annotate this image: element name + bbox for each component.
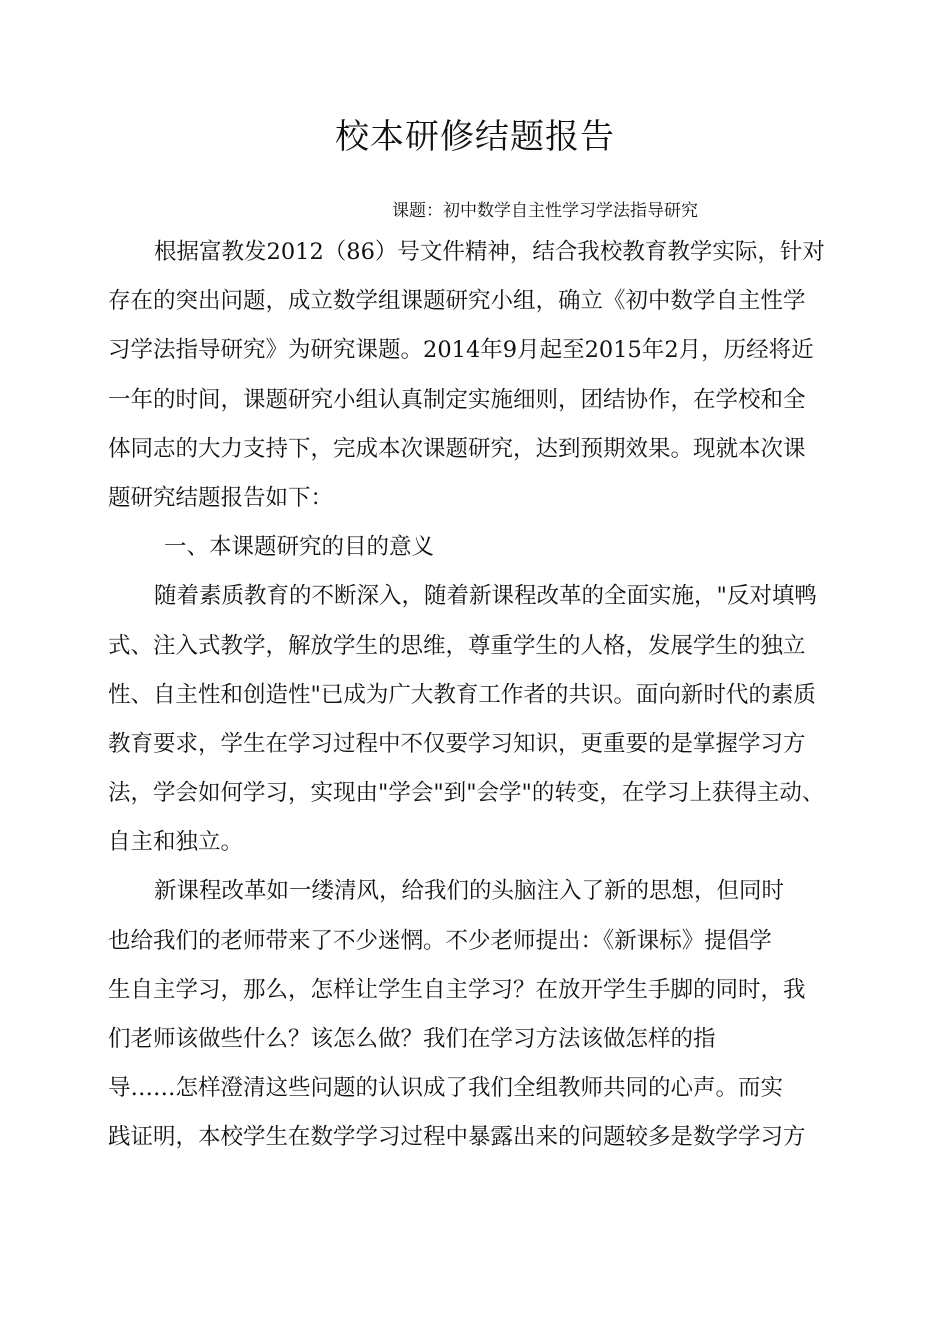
paragraph-line: 随着素质教育的不断深入，随着新课程改革的全面实施，"反对填鸭 xyxy=(154,583,817,610)
paragraph-line: 导……怎样澄清这些问题的认识成了我们全组教师共同的心声。而实 xyxy=(108,1075,784,1102)
paragraph-line: 们老师该做些什么？该怎么做？我们在学习方法该做怎样的指 xyxy=(108,1026,716,1052)
paragraph-line: 性、自主性和创造性"已成为广大教育工作者的共识。面向新时代的素质 xyxy=(108,681,816,708)
paragraph-line: 新课程改革如一缕清风，给我们的头脑注入了新的思想，但同时 xyxy=(154,878,785,905)
document-title: 校本研修结题报告 xyxy=(335,117,615,157)
paragraph-line: 教育要求，学生在学习过程中不仅要学习知识，更重要的是掌握学习方 xyxy=(108,730,806,757)
paragraph-line: 根据富教发2012（86）号文件精神，结合我校教育教学实际，针对 xyxy=(154,239,825,265)
paragraph-line: 一年的时间，课题研究小组认真制定实施细则，团结协作，在学校和全 xyxy=(108,386,806,413)
paragraph-line: 生自主学习，那么，怎样让学生自主学习？在放开学生手脚的同时，我 xyxy=(108,976,806,1003)
document-subtitle: 课题：初中数学自主性学习学法指导研究 xyxy=(392,201,698,221)
section-heading: 一、本课题研究的目的意义 xyxy=(164,534,435,561)
paragraph-line: 题研究结题报告如下： xyxy=(108,484,334,511)
paragraph-line: 自主和独立。 xyxy=(108,829,244,856)
paragraph-line: 法，学会如何学习，实现由"学会"到"会学"的转变，在学习上获得主动、 xyxy=(108,780,825,807)
paragraph-line: 习学法指导研究》为研究课题。2014年9月起至2015年2月，历经将近 xyxy=(108,337,814,364)
paragraph-line: 式、注入式教学，解放学生的思维，尊重学生的人格，发展学生的独立 xyxy=(108,632,806,659)
document-body xyxy=(108,228,848,1163)
paragraph-line: 践证明，本校学生在数学学习过程中暴露出来的问题较多是数学学习方 xyxy=(108,1124,806,1151)
paragraph-line: 体同志的大力支持下，完成本次课题研究，达到预期效果。现就本次课 xyxy=(108,435,806,462)
paragraph-line: 也给我们的老师带来了不少迷惘。不少老师提出：《新课标》提倡学 xyxy=(108,927,772,954)
paragraph-line: 存在的突出问题，成立数学组课题研究小组，确立《初中数学自主性学 xyxy=(108,288,806,315)
